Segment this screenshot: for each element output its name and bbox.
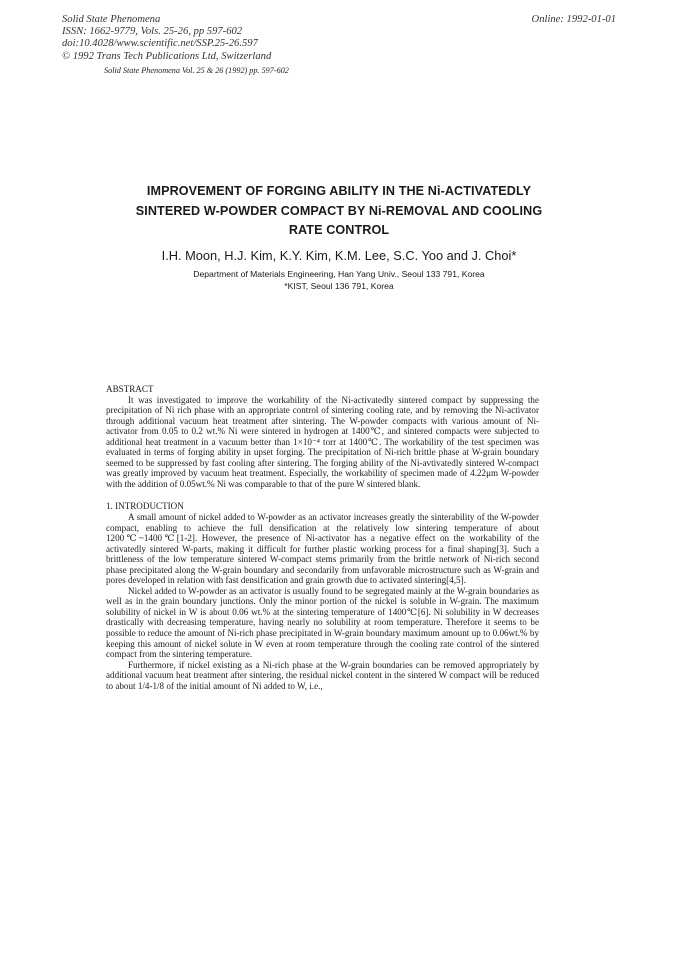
abstract-text: It was investigated to improve the workability of the Ni-activatedly sintered compact by suppressing the precipitation of Ni rich phase with an appropriate control of sintering cooling rate, and by removing the Ni-activator through additional vacuum heat treatment after sintering. The W-powder compacts with various amount of Ni-activator from 0.05 to 0.2 wt.% Ni were sintered in hydrogen at 1400℃, and sintered compacts were subjected to additional heat treatment in a vacuum better than 1×10⁻⁴ torr at 1400℃. The workability of the test specimen was evaluated in terms of forging ability in upset forging. The precipitation of Ni-rich brittle phase at W-grain boundary seemed to be suppressed by fast cooling after sintering. The forging ability of the Ni-avtivatedly sintered W-compact was greatly improved by vacuum heat treatment. Especially, the workability of specimen made of 4.22μm W-powder with the addition of 0.05wt.% Ni was comparable to that of the pure W sintered blank. [106, 394, 539, 489]
issn-line: ISSN: 1662-9779, Vols. 25-26, pp 597-602 [62, 26, 243, 38]
intro-paragraph: A small amount of nickel added to W-powder as an activator increases greatly the sinterability of the W-powder compact, enabling to achieve the full densification at the relatively low sintering temperature of about 1200℃~1400℃[1-2]. However, the presence of Ni-activator has a negative effect on the workability of the activatedly sintered W-parts, making it difficult for further plastic working process for a final shaping[3]. Such a brittleness of the low temperature sintered W-compact stems primarily from the brittle network of Ni-rich second phase precipitated along the W-grain boundary and secondarily from unfavorable microstructure such as W-grain and pores developed in relation with fast densification and grain growth due to activated sintering[4,5]. [106, 512, 539, 586]
abstract-heading: ABSTRACT [106, 384, 154, 394]
affiliation-primary: Department of Materials Engineering, Han Yang Univ., Seoul 133 791, Korea [193, 269, 485, 279]
journal-name: Solid State Phenomena [62, 14, 161, 25]
intro-paragraph: Furthermore, if nickel existing as a Ni-rich phase at the W-grain boundaries can be removed appropriately by additional vacuum heat treatment after sintering, the residual nickel content in the sintered W compact will be reduced to about 1/4-1/8 of the initial amount of Ni added to W, i.e., [106, 659, 539, 691]
title-line: IMPROVEMENT OF FORGING ABILITY IN THE Ni-ACTIVATEDLY [146, 184, 532, 198]
title-line: RATE CONTROL [288, 223, 390, 237]
intro-paragraph: Nickel added to W-powder as an activator is usually found to be segregated mainly at the W-grain boundaries as well as in the grain boundary junctions. Only the minor portion of the nickel is soluble in W-grain. The maximum solubility of nickel in W is about 0.06 wt.% at the sintering temperature of 1400℃[6]. Ni solubility in W decreases drastically with decreasing temperature, having nearly no solubility at room temperature. Therefore it seems to be possible to reduce the amount of Ni-rich phase precipitated in W-grain boundary maximum amount up to 0.06wt.% by keeping this amount of nickel solute in W even at room temperature through the cooling rate control of the sintered compact from the sintering temperature. [106, 585, 539, 660]
paper-body [106, 384, 539, 691]
title-line: SINTERED W-POWDER COMPACT BY Ni-REMOVAL AND COOLING [135, 203, 543, 218]
paper-title [80, 182, 598, 241]
journal-citation-line: Solid State Phenomena Vol. 25 & 26 (1992) pp. 597-602 [104, 66, 289, 75]
copyright-line: © 1992 Trans Tech Publications Ltd, Switzerland [62, 50, 272, 62]
author-list: I.H. Moon, H.J. Kim, K.Y. Kim, K.M. Lee, S.C. Yoo and J. Choi* [161, 248, 517, 263]
introduction-heading: 1. INTRODUCTION [106, 501, 184, 512]
affiliation-secondary: *KIST, Seoul 136 791, Korea [284, 281, 394, 291]
online-date: Online: 1992-01-01 [531, 14, 616, 25]
doi-line: doi:10.4028/www.scientific.net/SSP.25-26.597 [62, 38, 258, 50]
publication-header [62, 14, 271, 63]
